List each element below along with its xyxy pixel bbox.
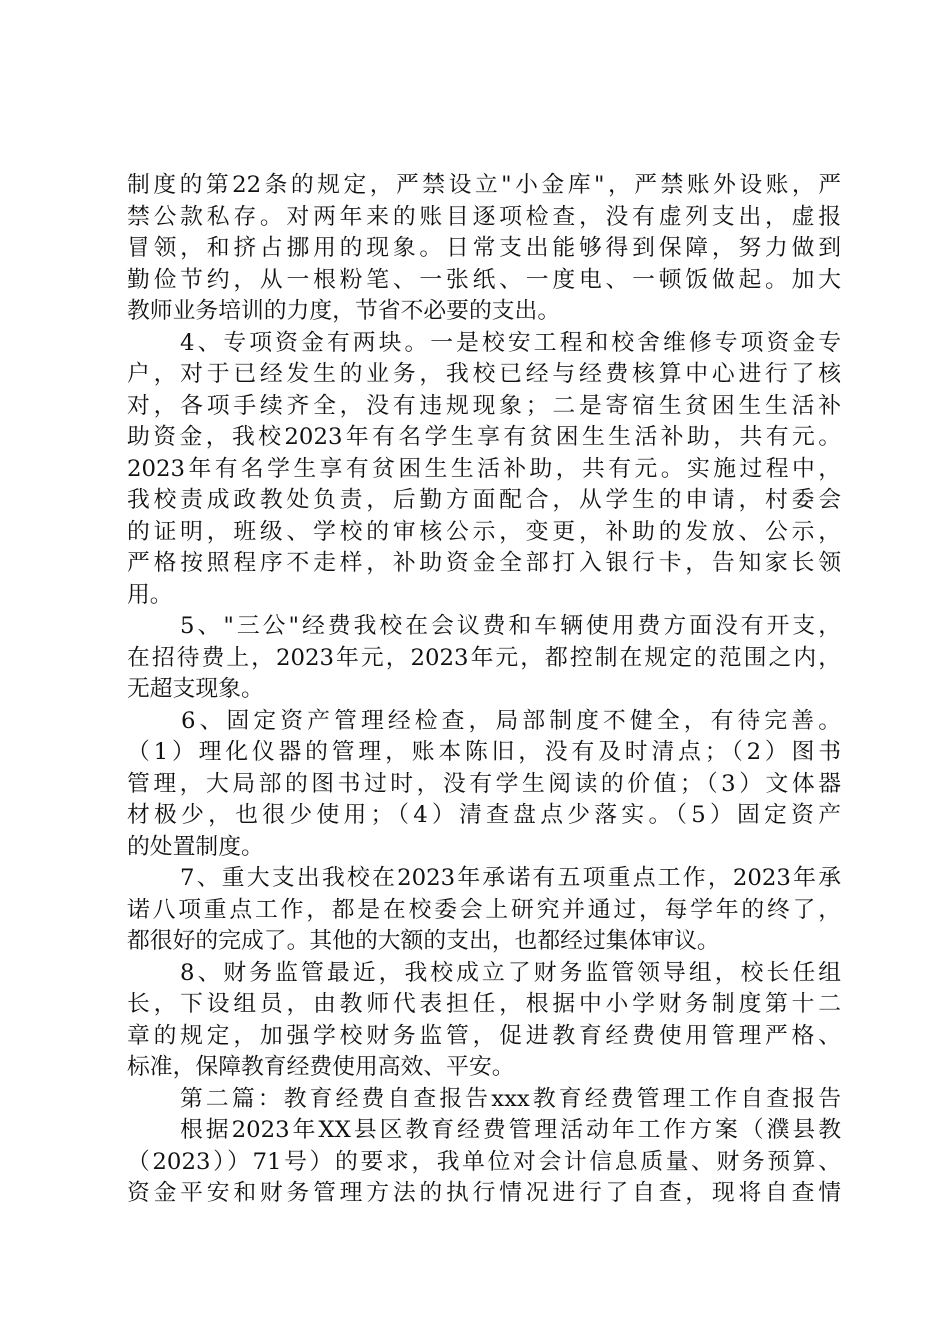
text-line: 无超支现象。 bbox=[127, 676, 264, 702]
text-line: 的证明，班级、学校的审核公示，变更，补助的发放、公示， bbox=[127, 518, 841, 545]
text-line: 对，各项手续齐全，没有违规现象；二是寄宿生贫困生生活补 bbox=[127, 392, 841, 419]
text-line: 冒领，和挤占挪用的现象。日常支出能够得到保障，努力做到 bbox=[127, 235, 841, 261]
text-line: 严格按照程序不走样，补助资金全部打入银行卡，告知家长领 bbox=[127, 550, 841, 576]
text-line: 资金平安和财务管理方法的执行情况进行了自查，现将自查情 bbox=[127, 1180, 841, 1206]
text-line: 勤俭节约，从一根粉笔、一张纸、一度电、一顿饭做起。加大 bbox=[127, 266, 841, 293]
text-line: 6、固定资产管理经检查，局部制度不健全，有待完善。 bbox=[181, 707, 841, 734]
text-line: 8、财务监管最近，我校成立了财务监管领导组，校长任组 bbox=[180, 959, 841, 986]
text-line: 长，下设组员，由教师代表担任，根据中小学财务制度第十二 bbox=[127, 991, 841, 1017]
text-line: 制度的第22条的规定，严禁设立"小金库"，严禁账外设账，严 bbox=[127, 172, 841, 198]
text-line: 章的规定，加强学校财务监管，促进教育经费使用管理严格、 bbox=[127, 1022, 841, 1049]
text-line: 材极少，也很少使用；（4）清查盘点少落实。（5）固定资产 bbox=[127, 802, 841, 828]
text-line: 的处置制度。 bbox=[127, 833, 264, 860]
text-line: 诺八项重点工作，都是在校委会上研究并通过，每学年的终了， bbox=[127, 896, 841, 923]
text-line: 助资金，我校2023年有名学生享有贫困生生活补助，共有元。 bbox=[127, 424, 841, 450]
text-line: 管理，大局部的图书过时，没有学生阅读的价值；（3）文体器 bbox=[127, 770, 841, 797]
text-line: 在招待费上，2023年元，2023年元，都控制在规定的范围之内， bbox=[127, 644, 841, 671]
text-line: 4、专项资金有两块。一是校安工程和校舍维修专项资金专 bbox=[180, 329, 841, 356]
document-body bbox=[127, 170, 841, 1210]
text-line: 根据2023年XX县区教育经费管理活动年工作方案（濮县教 bbox=[180, 1117, 841, 1143]
section-heading: 第二篇：教育经费自查报告xxx教育经费管理工作自查报告 bbox=[180, 1085, 841, 1112]
text-line: （2023））71号）的要求，我单位对会计信息质量、财务预算、 bbox=[127, 1148, 841, 1175]
text-line: 户，对于已经发生的业务，我校已经与经费核算中心进行了核 bbox=[127, 361, 841, 387]
text-line: 我校责成政教处负责，后勤方面配合，从学生的申请，村委会 bbox=[127, 487, 841, 513]
text-line: （1）理化仪器的管理，账本陈旧，没有及时清点；（2）图书 bbox=[127, 739, 841, 765]
text-line: 5、"三公"经费我校在会议费和车辆使用费方面没有开支， bbox=[180, 613, 841, 639]
text-line: 都很好的完成了。其他的大额的支出，也都经过集体审议。 bbox=[127, 928, 720, 954]
text-line: 标准，保障教育经费使用高效、平安。 bbox=[127, 1054, 515, 1080]
text-line: 7、重大支出我校在2023年承诺有五项重点工作，2023年承 bbox=[180, 865, 841, 891]
text-line: 禁公款私存。对两年来的账目逐项检查，没有虚列支出，虚报 bbox=[127, 203, 841, 230]
text-line: 教师业务培训的力度，节省不必要的支出。 bbox=[127, 298, 561, 324]
text-line: 用。 bbox=[127, 581, 173, 608]
text-line: 2023年有名学生享有贫困生生活补助，共有元。实施过程中， bbox=[127, 455, 841, 482]
